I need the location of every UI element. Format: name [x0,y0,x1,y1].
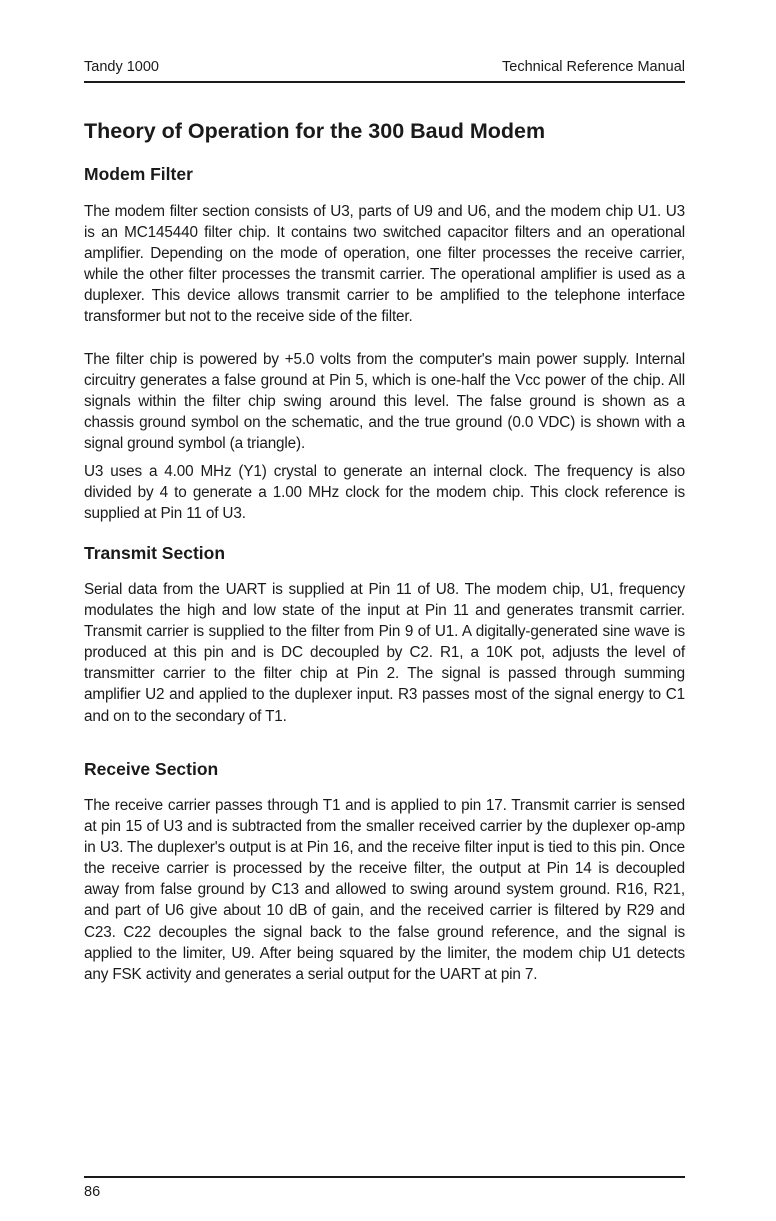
running-header [84,58,685,76]
section-heading-modem-filter: Modem Filter [84,164,193,184]
section-heading-receive: Receive Section [84,759,219,779]
section-heading-transmit: Transmit Section [84,543,226,563]
paragraph-transmit: Serial data from the UART is supplied at Pin 11 of U8. The modem chip, U1, frequency modulates the high and low state of the input at Pin 11 and generates transmit carrier. Transmit carrier is supplied to the filter from Pin 9 of U1. A digitally-generated sine wave is produced at this pin and is DC decoupled by C2. R1, a 10K pot, adjusts the level of transmitter carrier to the filter chip at Pin 2. The signal is passed through summing amplifier U2 and applied to the duplexer input. R3 passes most of the signal energy to C1 and on to the secondary of T1. [84,581,685,725]
page-title: Theory of Operation for the 300 Baud Modem [84,119,546,143]
paragraph-modem-filter-2: The filter chip is powered by +5.0 volts from the computer's main power supply. Internal circuitry generates a false ground at Pin 5, which is one-half the Vcc power of the chip. All signals within the filter chip swing around this level. The false ground is shown as a chassis ground symbol on the schematic, and the true ground (0.0 VDC) is shown with a signal ground symbol (a triangle). [84,351,685,453]
header-manual-title: Technical Reference Manual [502,59,685,75]
manual-page [84,0,685,1221]
paragraph-modem-filter-3: U3 uses a 4.00 MHz (Y1) crystal to generate an internal clock. The frequency is also divided by 4 to generate a 1.00 MHz clock for the modem chip. This clock reference is supplied at Pin 11 of U3. [84,463,685,523]
paragraph-modem-filter-1: The modem filter section consists of U3, parts of U9 and U6, and the modem chip U1. U3 is an MC145440 filter chip. It contains two switched capacitor filters and an operational amplifier. Depending on the mode of operation, one filter processes the receive carrier, while the other filter processes the transmit carrier. The operational amplifier is used as a duplexer. This device allows transmit carrier to be amplified to the telephone interface transformer but not to the receive side of the filter. [84,203,685,326]
paragraph-receive: The receive carrier passes through T1 and is applied to pin 17. Transmit carrier is sensed at pin 15 of U3 and is subtracted from the smaller received carrier by the duplexer op-amp in U3. The duplexer's output is at Pin 16, and the receive filter input is tied to this pin. Once the receive carrier is processed by the receive filter, the output at Pin 14 is decoupled away from false ground by C13 and allowed to swing around system ground. R16, R21, and part of U6 give about 10 dB of gain, and the received carrier is filtered by R29 and C23. C22 decouples the signal back to the false ground reference, and the signal is applied to the limiter, U9. After being squared by the limiter, the modem chip U1 detects any FSK activity and generates a serial output for the UART at pin 7. [84,797,685,983]
page-number: 86 [84,1184,101,1200]
footer-rule [84,1176,685,1178]
header-rule [84,81,685,83]
header-document-name: Tandy 1000 [84,59,159,75]
